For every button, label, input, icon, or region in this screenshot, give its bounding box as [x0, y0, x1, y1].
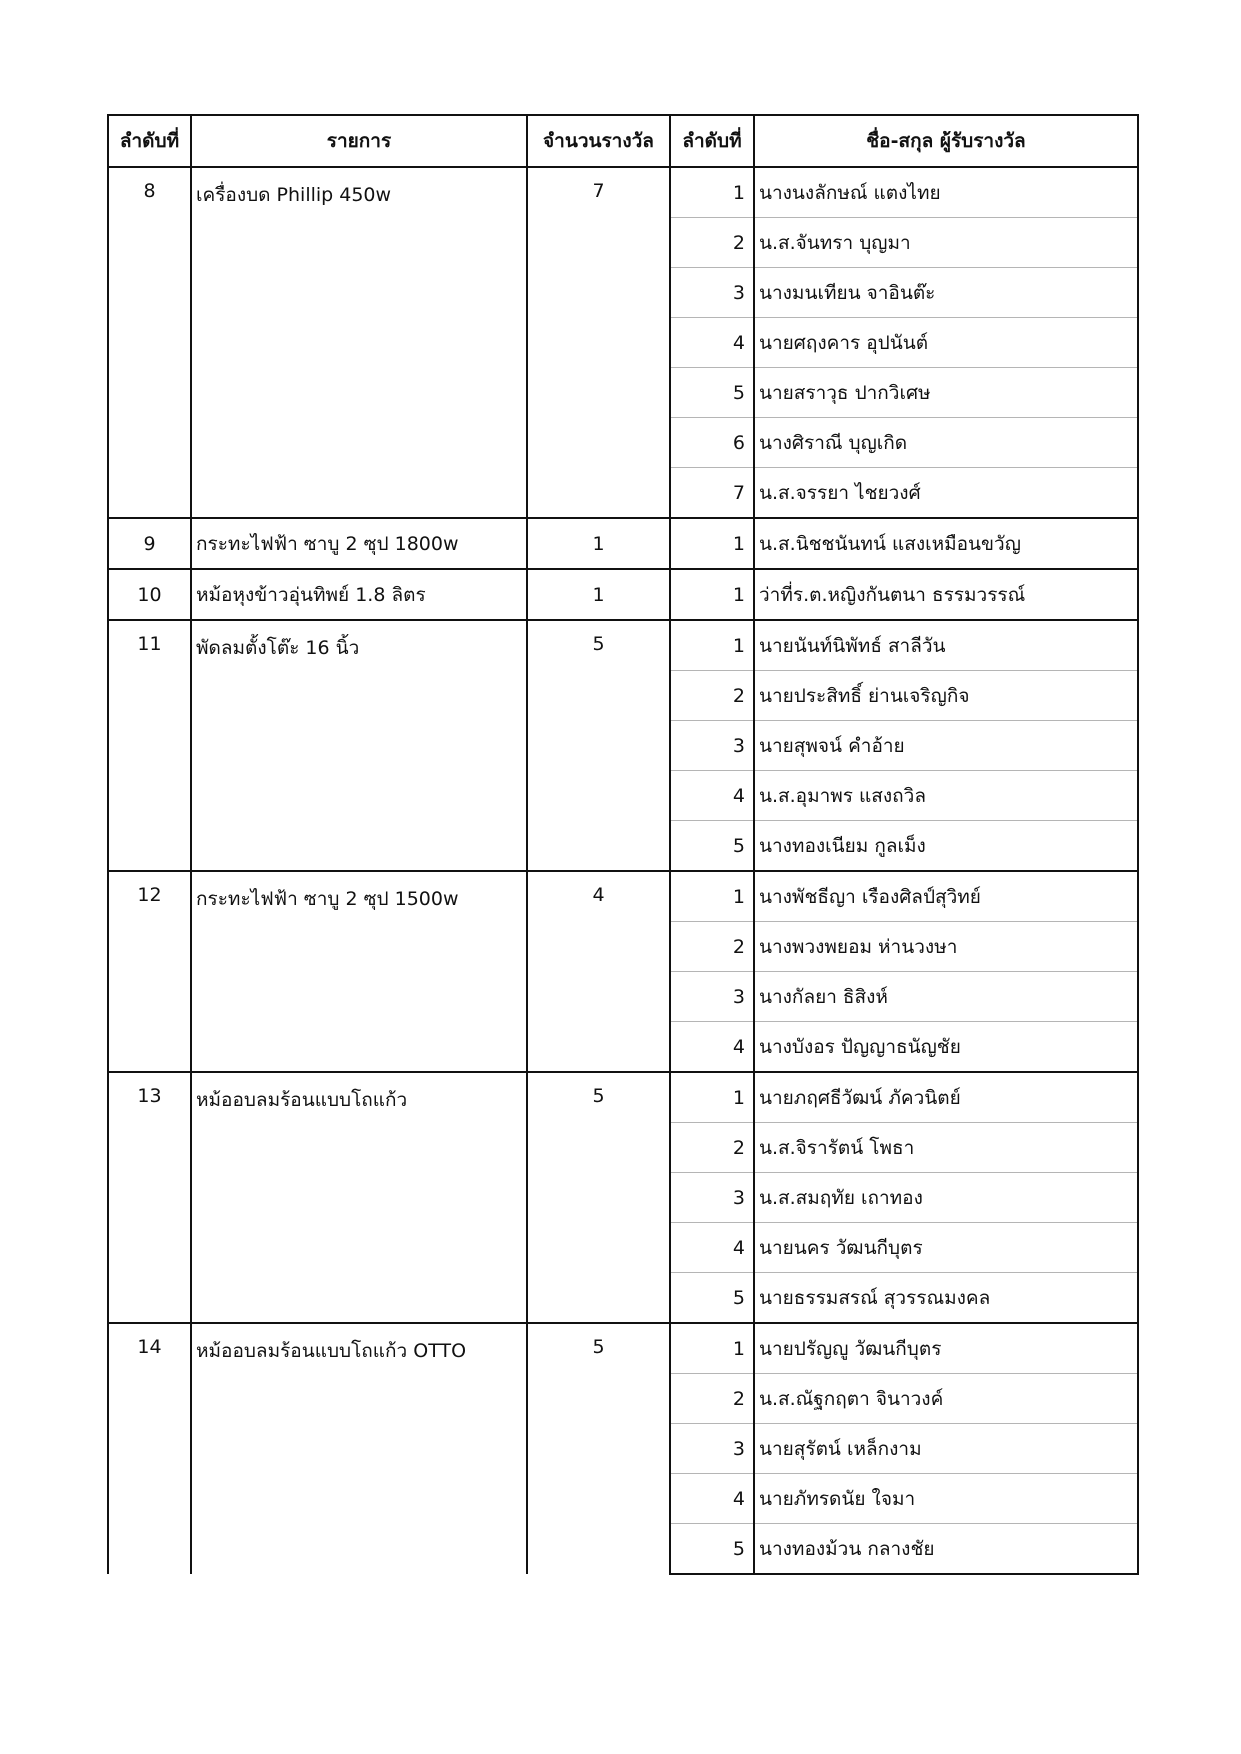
prize-count: 1 [527, 569, 670, 620]
winner-name: ว่าที่ร.ต.หญิงกันตนา ธรรมวรรณ์ [754, 569, 1138, 620]
prize-item: กระทะไฟฟ้า ซาบู 2 ซุป 1500w [191, 871, 527, 1072]
winner-name: นายสุรัตน์ เหล็กงาม [754, 1424, 1138, 1474]
prize-item: หม้อหุงข้าวอุ่นทิพย์ 1.8 ลิตร [191, 569, 527, 620]
winner-seq: 4 [670, 1474, 754, 1524]
header-item: รายการ [191, 115, 527, 167]
winner-name: นายนคร วัฒนกีบุตร [754, 1223, 1138, 1273]
winner-name: นางพัชธีญา เรืองศิลป์สุวิทย์ [754, 871, 1138, 922]
header-winner-seq: ลำดับที่ [670, 115, 754, 167]
winner-name: นายภัทรดนัย ใจมา [754, 1474, 1138, 1524]
winner-name: นายสราวุธ ปากวิเศษ [754, 368, 1138, 418]
prize-item: หม้ออบลมร้อนแบบโถแก้ว [191, 1072, 527, 1323]
winner-seq: 2 [670, 1123, 754, 1173]
prize-seq: 13 [108, 1072, 191, 1323]
winner-name: น.ส.นิชชนันทน์ แสงเหมือนขวัญ [754, 518, 1138, 569]
winner-name: นายศฤงคาร อุปนันต์ [754, 318, 1138, 368]
header-winner-name: ชื่อ-สกุล ผู้รับรางวัล [754, 115, 1138, 167]
prize-seq: 8 [108, 167, 191, 518]
winner-name: น.ส.จิรารัตน์ โพธา [754, 1123, 1138, 1173]
winner-seq: 4 [670, 1223, 754, 1273]
prize-group-row [108, 569, 1138, 620]
winner-name: นางพวงพยอม ห่านวงษา [754, 922, 1138, 972]
winner-name: นางบังอร ปัญญาธนัญชัย [754, 1022, 1138, 1073]
winner-seq: 4 [670, 318, 754, 368]
prize-count: 5 [527, 1072, 670, 1323]
winner-name: นายนันท์นิพัทธ์ สาลีวัน [754, 620, 1138, 671]
prize-count: 7 [527, 167, 670, 518]
prize-item: หม้ออบลมร้อนแบบโถแก้ว OTTO [191, 1323, 527, 1574]
winner-seq: 5 [670, 821, 754, 872]
winner-seq: 1 [670, 167, 754, 218]
winner-name: นางทองม้วน กลางชัย [754, 1524, 1138, 1575]
prize-seq: 10 [108, 569, 191, 620]
winner-name: นายสุพจน์ คำอ้าย [754, 721, 1138, 771]
winner-seq: 1 [670, 871, 754, 922]
header-seq: ลำดับที่ [108, 115, 191, 167]
prize-count: 1 [527, 518, 670, 569]
prize-group-row [108, 620, 1138, 671]
winner-seq: 2 [670, 1374, 754, 1424]
winner-name: นายประสิทธิ์ ย่านเจริญกิจ [754, 671, 1138, 721]
winner-name: นายธรรมสรณ์ สุวรรณมงคล [754, 1273, 1138, 1324]
winner-seq: 1 [670, 620, 754, 671]
prize-seq: 14 [108, 1323, 191, 1574]
winner-name: น.ส.อุมาพร แสงถวิล [754, 771, 1138, 821]
prize-item: กระทะไฟฟ้า ซาบู 2 ซุป 1800w [191, 518, 527, 569]
winner-name: น.ส.สมฤทัย เถาทอง [754, 1173, 1138, 1223]
prize-item: เครื่องบด Phillip 450w [191, 167, 527, 518]
winner-seq: 4 [670, 771, 754, 821]
winner-name: น.ส.จันทรา บุญมา [754, 218, 1138, 268]
winner-name: น.ส.จรรยา ไชยวงศ์ [754, 468, 1138, 519]
winner-name: นางทองเนียม กูลเม็ง [754, 821, 1138, 872]
prize-winners-sheet [107, 114, 1137, 1575]
table-header-row [108, 115, 1138, 167]
header-count: จำนวนรางวัล [527, 115, 670, 167]
winner-name: นางศิราณี บุญเกิด [754, 418, 1138, 468]
winner-name: นายภฤศธีวัฒน์ ภัควนิตย์ [754, 1072, 1138, 1123]
winner-seq: 5 [670, 1524, 754, 1575]
prize-count: 5 [527, 1323, 670, 1574]
winner-seq: 2 [670, 671, 754, 721]
table-body [108, 167, 1138, 1574]
prize-count: 5 [527, 620, 670, 871]
winner-seq: 5 [670, 368, 754, 418]
winner-seq: 5 [670, 1273, 754, 1324]
winner-name: นางกัลยา ธิสิงห์ [754, 972, 1138, 1022]
winner-seq: 1 [670, 1072, 754, 1123]
winner-seq: 2 [670, 218, 754, 268]
prize-group-row [108, 1323, 1138, 1374]
winner-seq: 7 [670, 468, 754, 519]
winner-seq: 2 [670, 922, 754, 972]
winner-seq: 3 [670, 1424, 754, 1474]
prize-item: พัดลมตั้งโต๊ะ 16 นิ้ว [191, 620, 527, 871]
prize-seq: 9 [108, 518, 191, 569]
prize-group-row [108, 167, 1138, 218]
winner-name: นายปรัญญู วัฒนกีบุตร [754, 1323, 1138, 1374]
winner-seq: 6 [670, 418, 754, 468]
winner-seq: 3 [670, 972, 754, 1022]
winner-seq: 3 [670, 721, 754, 771]
winner-name: นางนงลักษณ์ แตงไทย [754, 167, 1138, 218]
prize-seq: 12 [108, 871, 191, 1072]
winner-seq: 1 [670, 1323, 754, 1374]
winner-seq: 1 [670, 569, 754, 620]
prize-count: 4 [527, 871, 670, 1072]
prize-table [107, 114, 1139, 1575]
prize-group-row [108, 871, 1138, 922]
winner-name: นางมนเทียน จาอินต๊ะ [754, 268, 1138, 318]
winner-seq: 1 [670, 518, 754, 569]
winner-seq: 3 [670, 1173, 754, 1223]
winner-name: น.ส.ณัฐกฤตา จินาวงค์ [754, 1374, 1138, 1424]
prize-seq: 11 [108, 620, 191, 871]
prize-group-row [108, 518, 1138, 569]
prize-group-row [108, 1072, 1138, 1123]
winner-seq: 4 [670, 1022, 754, 1073]
winner-seq: 3 [670, 268, 754, 318]
